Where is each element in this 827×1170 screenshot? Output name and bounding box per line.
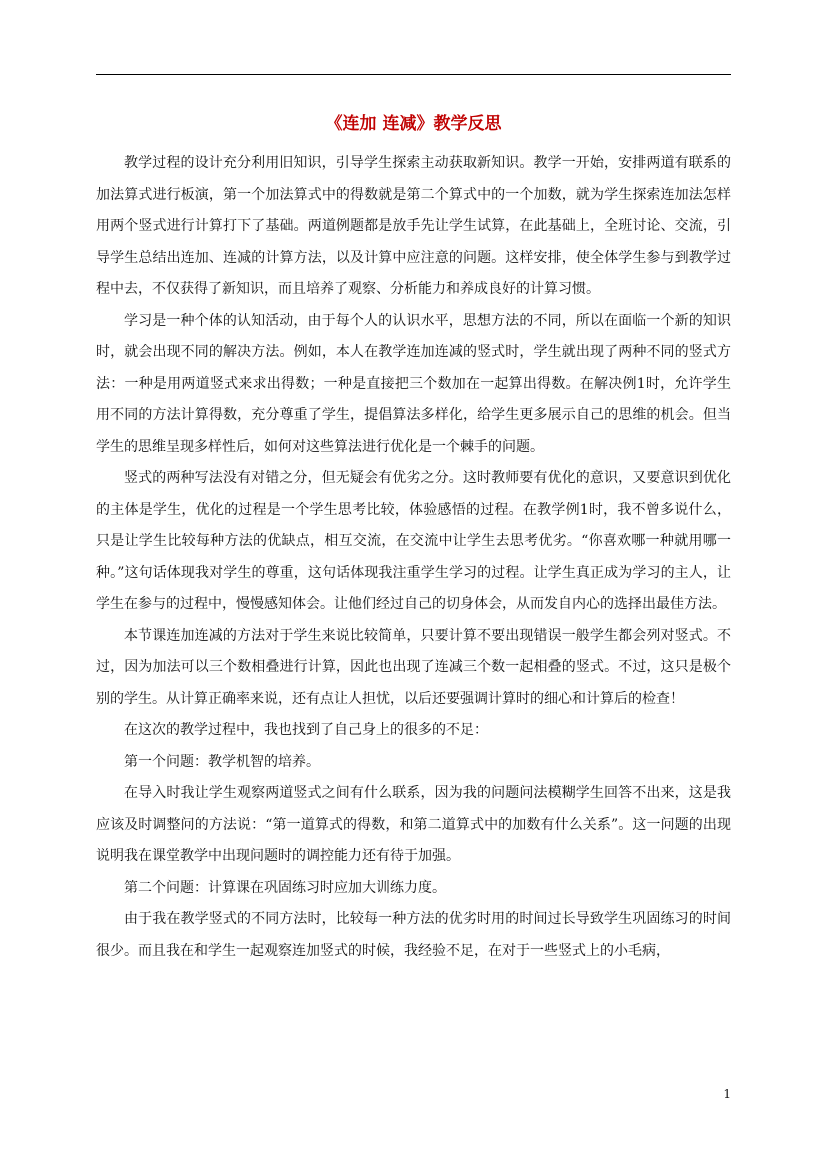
page-number: 1 [723,1087,731,1101]
header-rule [96,74,731,75]
document-title: 《连加 连减》教学反思 [325,114,502,134]
paragraph-4: 本节课连加连减的方法对于学生来说比较简单，只要计算不要出现错误一般学生都会列对竖式。不过，因为加法可以三个数相叠进行计算，因此也出现了连减三个数一起相叠的竖式。不过，这只是极个别的学生。从计算正确率来说，还有点让人担忧，以后还要强调计算时的细心和计算后的检查！ [96,627,731,707]
paragraph-1: 教学过程的设计充分利用旧知识，引导学生探索主动获取新知识。教学一开始，安排两道有联系的加法算式进行板演，第一个加法算式中的得数就是第二个算式中的一个加数，就为学生探索连加法怎样用两个竖式进行计算打下了基础。两道例题都是放手先让学生试算，在此基础上，全班讨论、交流，引导学生总结出连加、连减的计算方法，以及计算中应注意的问题。这样安排，使全体学生参与到教学过程中去，不仅获得了新知识，而且培养了观察、分析能力和养成良好的计算习惯。 [96,155,731,297]
paragraph-9: 由于我在教学竖式的不同方法时，比较每一种方法的优劣时用的时间过长导致学生巩固练习的时间很少。而且我在和学生一起观察连加竖式的时候，我经验不足，在对于一些竖式上的小毛病， [96,911,731,959]
paragraph-5: 在这次的教学过程中，我也找到了自己身上的很多的不足： [124,722,488,738]
paragraph-2: 学习是一种个体的认知活动，由于每个人的认识水平，思想方法的不同，所以在面临一个新的知识时，就会出现不同的解决方法。例如，本人在教学连加连减的竖式时，学生就出现了两种不同的竖式方法：一种是用两道竖式来求出得数；一种是直接把三个数加在一起算出得数。在解决例1时，允许学生用不同的方法计算得数，充分尊重了学生，提倡算法多样化，给学生更多展示自己的思维的机会。但当学生的思维呈现多样性后，如何对这些算法进行优化是一个棘手的问题。 [96,312,731,455]
document-body [96,148,731,967]
paragraph-6: 第一个问题：教学机智的培养。 [124,753,320,770]
paragraph-8: 第二个问题：计算课在巩固练习时应加大训练力度。 [124,879,446,896]
paragraph-7: 在导入时我让学生观察两道竖式之间有什么联系，因为我的问题问法模糊学生回答不出来，这是我应该及时调整问的方法说：“第一道算式的得数，和第二道算式中的加数有什么关系”。这一问题的出现说明我在课堂教学中出现问题时的调控能力还有待于加强。 [96,785,731,864]
paragraph-3: 竖式的两种写法没有对错之分，但无疑会有优劣之分。这时教师要有优化的意识，又要意识到优化的主体是学生，优化的过程是一个学生思考比较，体验感悟的过程。在教学例1时，我不曾多说什么，只是让学生比较每种方法的优缺点，相互交流，在交流中让学生去思考优劣。“你喜欢哪一种就用哪一种。”这句话体现我对学生的尊重，这句话体现我注重学生学习的过程。让学生真正成为学习的主人，让学生在参与的过程中，慢慢感知体会。让他们经过自己的切身体会，从而发自内心的选择出最佳方法。 [96,470,731,612]
